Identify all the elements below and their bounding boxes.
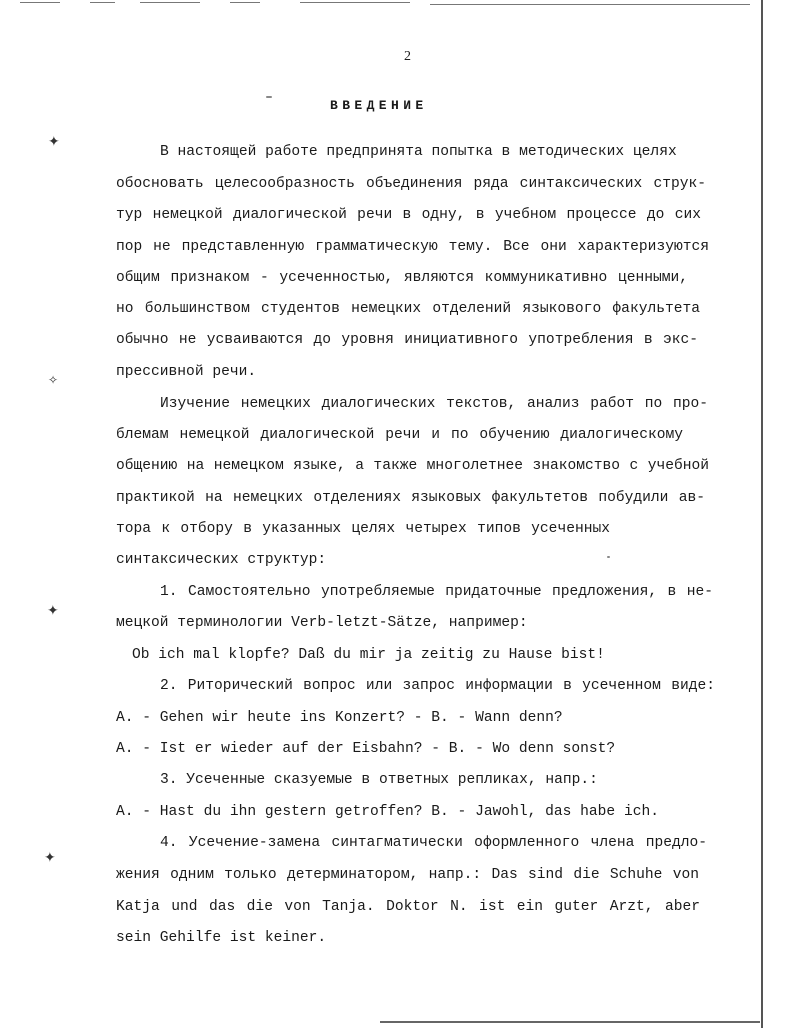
- text-line: обычно не усваиваются до уровня инициативного употребления в экс-: [116, 332, 698, 348]
- text-line: 4. Усечение-замена синтагматически оформленного члена предло-: [160, 835, 707, 851]
- text-line: прессивной речи.: [116, 364, 257, 380]
- scan-edge-bottom: [380, 1021, 760, 1023]
- example-line: А. - Ist er wieder auf der Eisbahn? - В. - Wo denn sonst?: [116, 741, 616, 757]
- text-line: но большинством студентов немецких отделений языкового факультета: [116, 301, 700, 317]
- scan-speck: [607, 556, 610, 558]
- example-line: Ob ich mal klopfe? Daß du mir ja zeitig zu Hause bist!: [132, 647, 605, 663]
- example-line: А. - Gehen wir heute ins Konzert? - В. - Wann denn?: [116, 710, 563, 726]
- text-line: тур немецкой диалогической речи в одну, в учебном процессе до сих: [116, 207, 701, 223]
- text-line: мецкой терминологии Verb-letzt-Sätze, например:: [116, 615, 528, 631]
- text-line: 3. Усеченные сказуемые в ответных репликах, напр.:: [160, 772, 598, 788]
- text-line: В настоящей работе предпринята попытка в методических целях: [160, 144, 677, 160]
- text-line: обосновать целесообразность объединения ряда синтаксических струк-: [116, 176, 706, 192]
- text-line: Изучение немецких диалогических текстов, анализ работ по про-: [160, 396, 708, 412]
- text-line: блемам немецкой диалогической речи и по обучению диалогическому: [116, 427, 683, 443]
- text-line: общению на немецком языке, а также многолетнее знакомство с учебной: [116, 458, 709, 474]
- text-line: пор не представленную грамматическую тему. Все они характеризуются: [116, 239, 709, 255]
- binder-mark-icon: ✦: [47, 603, 59, 619]
- text-line: жения одним только детерминатором, напр.: Das sind die Schuhe von: [116, 867, 699, 883]
- binder-mark-icon: ✦: [44, 850, 56, 866]
- text-line: Katja und das die von Tanja. Doktor N. ist ein guter Arzt, aber: [116, 899, 700, 915]
- page-number: 2: [404, 49, 411, 64]
- binder-mark-icon: ✦: [48, 134, 60, 150]
- text-line: тора к отбору в указанных целях четырех типов усеченных: [116, 521, 610, 537]
- text-line: 2. Риторический вопрос или запрос информации в усеченном виде:: [160, 678, 715, 694]
- text-line: практикой на немецких отделениях языковых факультетов побудили ав-: [116, 490, 705, 506]
- scan-edge-right: [761, 0, 763, 1028]
- scan-edge-top: [0, 0, 760, 8]
- text-line: синтаксических структур:: [116, 552, 327, 568]
- example-line: А. - Hast du ihn gestern getroffen? В. - Jawohl, das habe ich.: [116, 804, 659, 820]
- scan-speck: [266, 96, 272, 98]
- text-line: общим признаком - усеченностью, являются коммуникативно ценными,: [116, 270, 688, 286]
- text-line: 1. Самостоятельно употребляемые придаточные предложения, в не-: [160, 584, 713, 600]
- text-line: sein Gehilfe ist keiner.: [116, 930, 327, 946]
- page-title: ВВЕДЕНИЕ: [330, 98, 428, 113]
- binder-mark-icon: ✧: [48, 373, 59, 387]
